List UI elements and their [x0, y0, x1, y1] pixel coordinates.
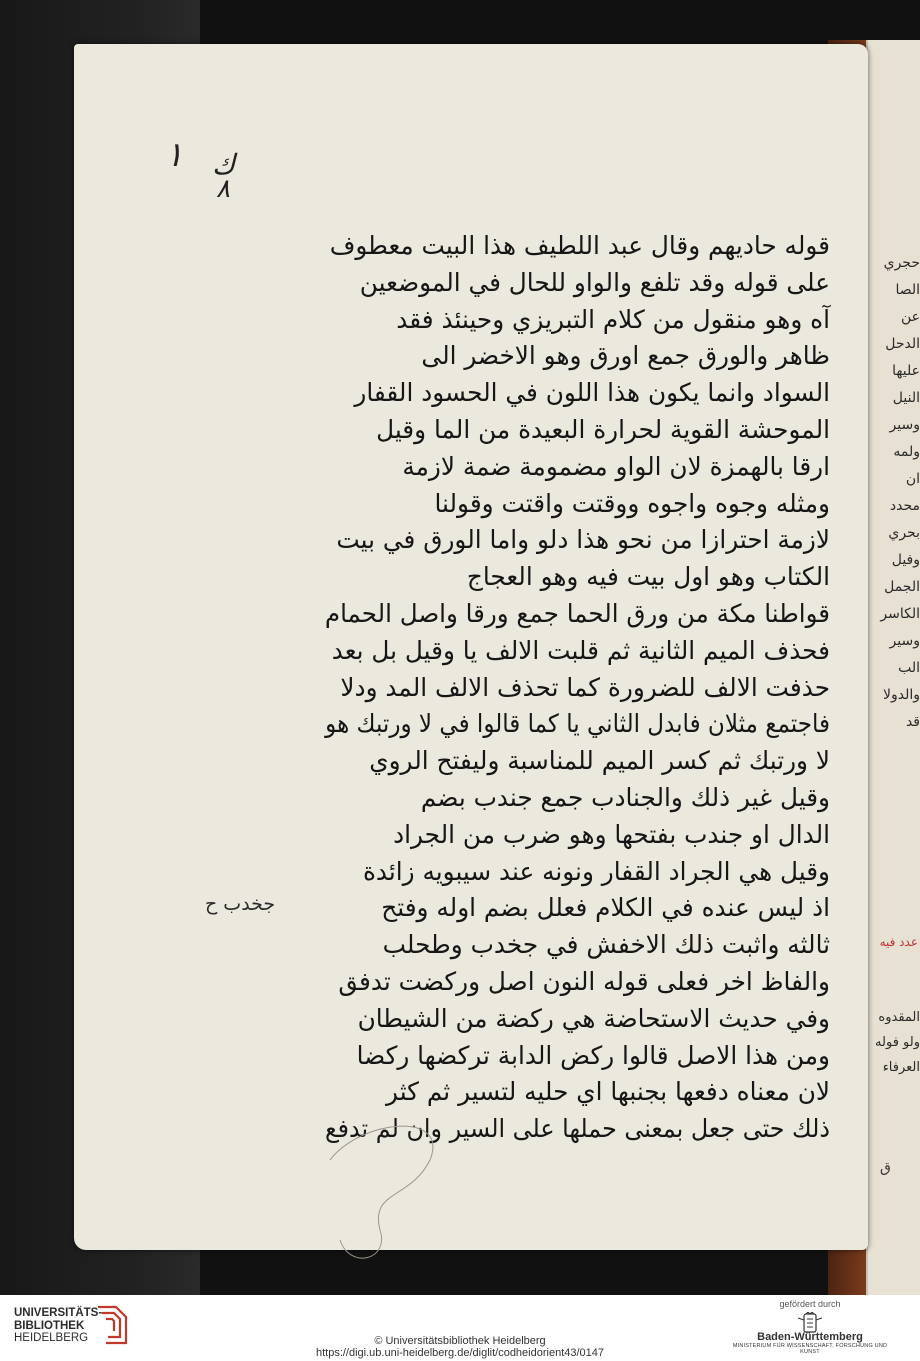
manuscript-line: فحذف الميم الثانية ثم قلبت الالف يا وقيل بل بعد [331, 635, 830, 665]
library-name-line3: HEIDELBERG [14, 1332, 89, 1344]
manuscript-line: والفاظ اخر فعلى قوله النون اصل وركضت تدفق [338, 966, 830, 996]
facing-page-fragment: قد [905, 714, 920, 730]
manuscript-line: الكتاب وهو اول بيت فيه وهو العجاج [466, 562, 830, 592]
manuscript-line: ظاهر والورق جمع اورق وهو الاخضر الى [421, 341, 830, 371]
manuscript-line: وفي حديث الاستحاضة هي ركضة من الشيطان [357, 1003, 830, 1033]
manuscript-text-block [320, 228, 830, 1148]
manuscript-line: قواطنا مكة من ورق الحما جمع ورقا واصل الحمام [324, 598, 830, 628]
library-name-line2: BIBLIOTHEK [14, 1319, 85, 1332]
facing-page-lower-fragment: العرفاء [882, 1060, 920, 1075]
folio-mark-secondary: ٨ [216, 174, 230, 204]
manuscript-line: ومن هذا الاصل قالوا ركض الدابة تركضها ركضا [356, 1040, 830, 1070]
facing-page-notes [872, 250, 920, 810]
facing-page-fragment: الدحل [885, 336, 920, 352]
manuscript-line: ارقا بالهمزة لان الواو مضمومة ضمة لازمة [402, 451, 830, 481]
manuscript-line: اذ ليس عنده في الكلام فعلل بضم اوله وفتح [381, 893, 830, 923]
facing-page-red-note: عدد فيه [879, 935, 918, 949]
facing-page-fragment: عليها [892, 363, 920, 379]
manuscript-line: حذفت الالف للضرورة كما تحذف الالف المد ودلا [340, 672, 830, 702]
sponsor-prefix: gefördert durch [779, 1299, 841, 1309]
sponsor-name: Baden-Württemberg [757, 1331, 863, 1343]
manuscript-line: على قوله وقد تلفع والواو للحال في الموضعين [359, 267, 830, 297]
permalink-url[interactable]: https://digi.ub.uni-heidelberg.de/diglit/codheidorient43/0147 [315, 1347, 605, 1359]
manuscript-line: السواد وانما يكون هذا اللون في الحسود القفار [354, 378, 830, 408]
manuscript-line: لا ورتبك ثم كسر الميم للمناسبة وليفتح الروي [369, 746, 830, 776]
manuscript-line: لان معناه دفعها بجنبها اي حليه لتسير ثم كثر [386, 1077, 830, 1107]
folio-corner-mark: ١ [165, 135, 184, 175]
manuscript-line: ومثله وجوه واجوه ووقتت واقتت وقولنا [434, 488, 830, 518]
facing-page-fragment: حجري [883, 255, 920, 271]
manuscript-line: الموحشة القوية لحرارة البعيدة من الما وقيل [376, 414, 830, 444]
facing-page-fragment: وسير [889, 633, 920, 649]
manuscript-line: آه وهو منقول من كلام التبريزي وحينئذ فقد [396, 304, 830, 334]
sponsor-block [730, 1299, 890, 1355]
facing-page-foot: ق [880, 1160, 891, 1176]
facing-page-fragment: ان [905, 471, 920, 487]
margin-annotation: جخدب ح [205, 893, 276, 915]
facing-page-fragment: الجمل [884, 579, 920, 595]
manuscript-line: فاجتمع مثلان فابدل الثاني يا كما قالوا في لا ورتبك هو [325, 709, 830, 739]
facing-page-fragment: الكاسر [880, 606, 920, 622]
facing-page-fragment: عن [900, 309, 920, 325]
facing-page-notes-lower [872, 1005, 920, 1145]
facing-page-fragment: وسير [889, 417, 920, 433]
facing-page-fragment: الب [898, 660, 920, 676]
state-crest-icon [794, 1312, 826, 1334]
manuscript-line: قوله حاديهم وقال عبد اللطيف هذا البيت معطوف [329, 231, 830, 260]
folio-mark-primary: ك [212, 148, 236, 181]
facing-page-fragment: محدد [889, 498, 920, 514]
sponsor-ministry: MINISTERIUM FÜR WISSENSCHAFT, FORSCHUNG UND KUNST [732, 1343, 888, 1355]
facing-page-lower-fragment: المقدوه [878, 1010, 920, 1025]
facing-page-fragment: النيل [892, 390, 920, 406]
facing-page-fragment: وفيل [891, 552, 920, 568]
library-name-line1: UNIVERSITÄTS- [14, 1307, 103, 1319]
manuscript-line: لازمة احترازا من نحو هذا دلو واما الورق في بيت [336, 525, 830, 555]
facing-page-lower-fragment: ولو فوله [875, 1035, 920, 1050]
facing-page-fragment: والدولا [882, 687, 920, 703]
facing-page-fragment: الصا [895, 282, 920, 298]
pencil-scribble [310, 1100, 470, 1270]
facing-page-fragment: ولمه [893, 444, 920, 460]
manuscript-line: وقيل هي الجراد القفار ونونه عند سيبويه زائدة [362, 856, 830, 886]
viewer-footer [0, 1295, 920, 1361]
manuscript-line: الدال او جندب بفتحها وهو ضرب من الجراد [393, 819, 830, 849]
manuscript-line: ذلك حتى جعل بمعنى حملها على السير وان لم تدفع [324, 1114, 830, 1144]
manuscript-line: وقيل غير ذلك والجنادب جمع جندب بضم [420, 782, 830, 812]
facing-page-fragment: بحري [888, 525, 920, 541]
copyright-notice: © Universitätsbibliothek Heidelberg [374, 1335, 546, 1347]
manuscript-line: ثالثه واثبت ذلك الاخفش في جخدب وطحلب [382, 930, 830, 960]
